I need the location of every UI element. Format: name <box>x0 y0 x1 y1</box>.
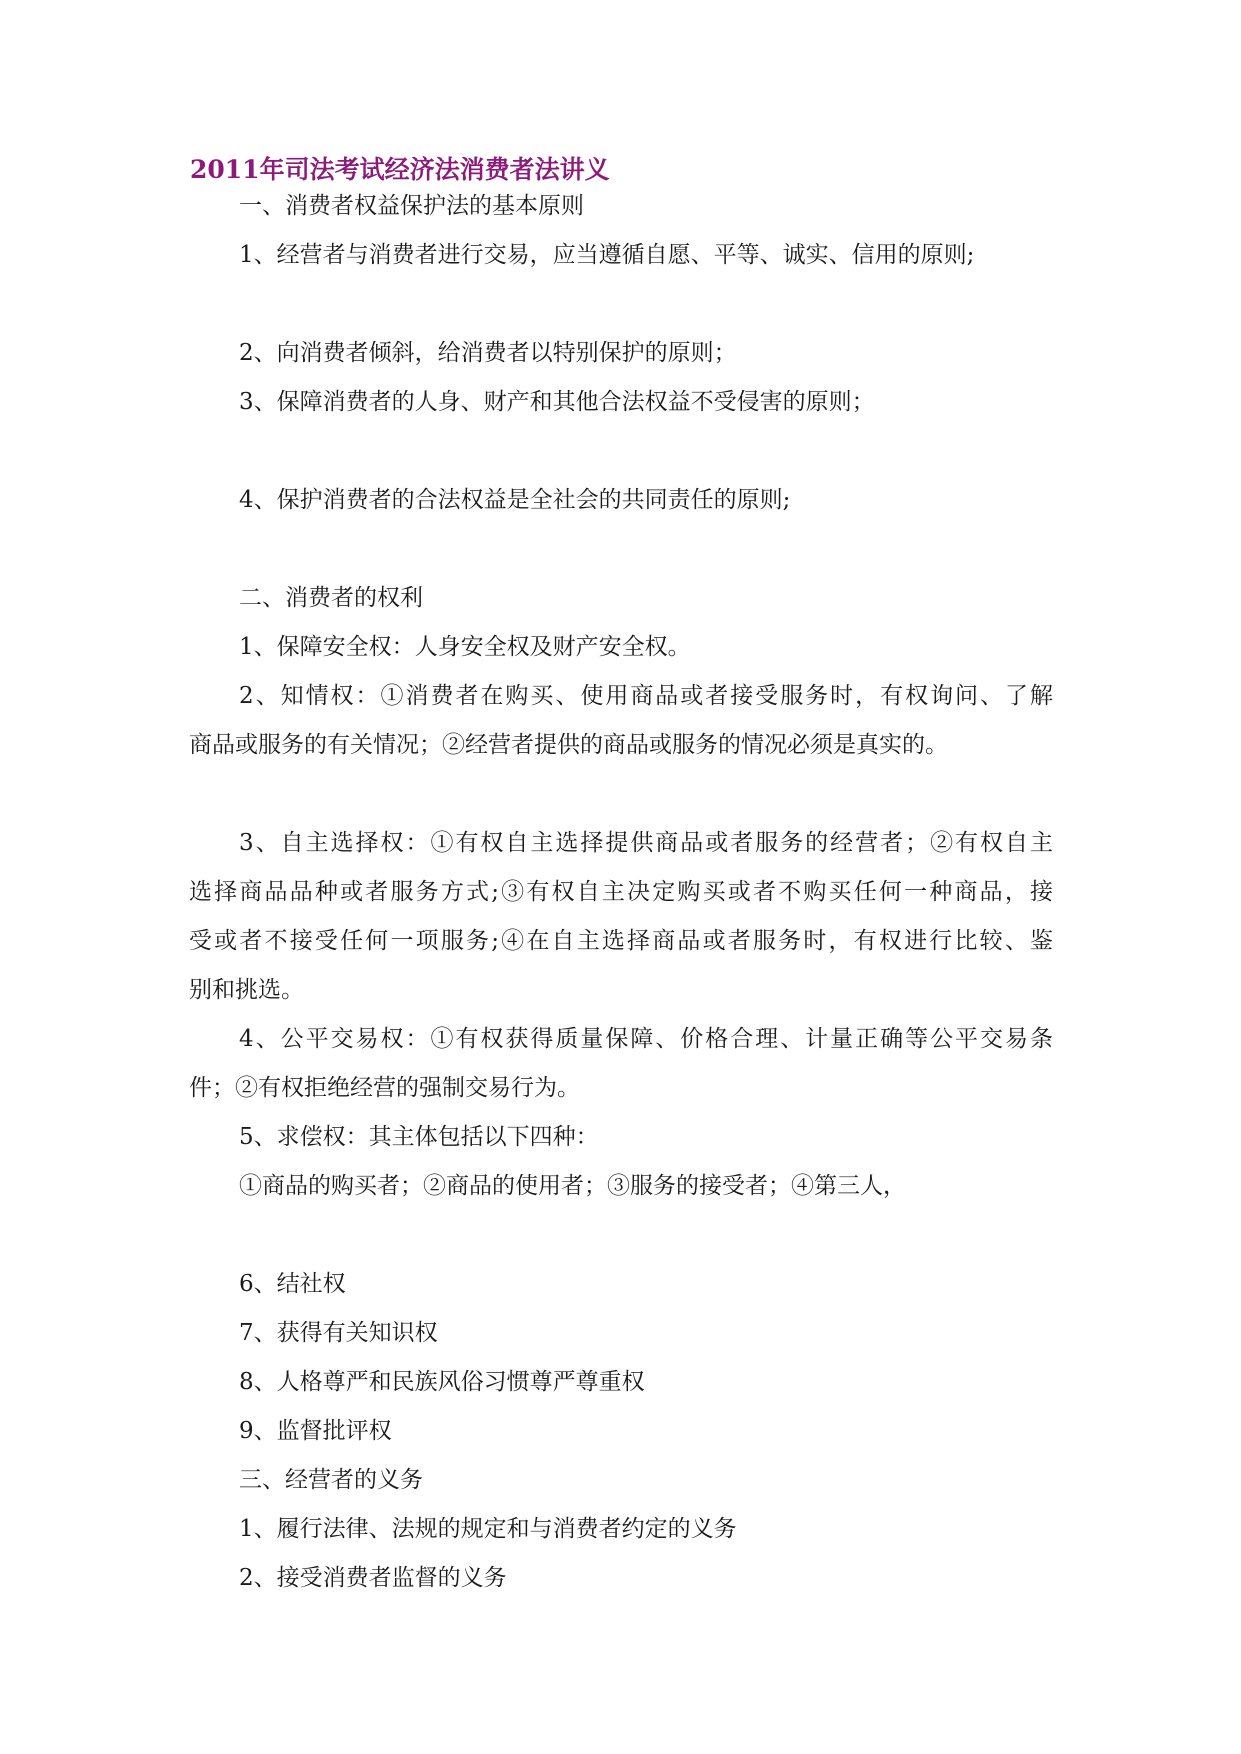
document-title: 2011年司法考试经济法消费者法讲义 <box>190 155 610 184</box>
right-3-line-1: 3、自主选择权：①有权自主选择提供商品或者服务的经营者；②有权自主 <box>239 830 1053 856</box>
right-2-line-1: 2、知情权：①消费者在购买、使用商品或者接受服务时，有权询问、了解 <box>239 683 1053 709</box>
right-6: 6、结社权 <box>239 1271 346 1297</box>
right-9: 9、监督批评权 <box>239 1418 392 1444</box>
principle-4: 4、保护消费者的合法权益是全社会的共同责任的原则; <box>239 487 791 513</box>
right-3-line-4: 别和挑选。 <box>189 977 304 1003</box>
obligation-2: 2、接受消费者监督的义务 <box>239 1565 507 1591</box>
section-heading-principles: 一、消费者权益保护法的基本原则 <box>239 193 584 219</box>
right-4-line-1: 4、公平交易权：①有权获得质量保障、价格合理、计量正确等公平交易条 <box>239 1026 1053 1052</box>
right-2-line-2: 商品或服务的有关情况；②经营者提供的商品或服务的情况必须是真实的。 <box>189 732 948 758</box>
right-7: 7、获得有关知识权 <box>239 1320 438 1346</box>
principle-2: 2、向消费者倾斜，给消费者以特别保护的原则； <box>239 340 737 366</box>
right-1: 1、保障安全权：人身安全权及财产安全权。 <box>239 634 691 660</box>
section-heading-obligations: 三、经营者的义务 <box>239 1467 423 1493</box>
right-8: 8、人格尊严和民族风俗习惯尊严尊重权 <box>239 1369 645 1395</box>
principle-3: 3、保障消费者的人身、财产和其他合法权益不受侵害的原则； <box>239 389 875 415</box>
right-5-subjects: ①商品的购买者；②商品的使用者；③服务的接受者；④第三人， <box>239 1173 906 1199</box>
section-heading-rights: 二、消费者的权利 <box>239 585 423 611</box>
obligation-1: 1、履行法律、法规的规定和与消费者约定的义务 <box>239 1516 737 1542</box>
right-5: 5、求偿权：其主体包括以下四种： <box>239 1124 599 1150</box>
right-4-line-2: 件；②有权拒绝经营的强制交易行为。 <box>189 1075 580 1101</box>
right-3-line-3: 受或者不接受任何一项服务;④在自主选择商品或者服务时，有权进行比较、鉴 <box>189 928 1053 954</box>
right-3-line-2: 选择商品品种或者服务方式;③有权自主决定购买或者不购买任何一种商品，接 <box>189 879 1053 905</box>
principle-1: 1、经营者与消费者进行交易，应当遵循自愿、平等、诚实、信用的原则; <box>239 242 975 268</box>
